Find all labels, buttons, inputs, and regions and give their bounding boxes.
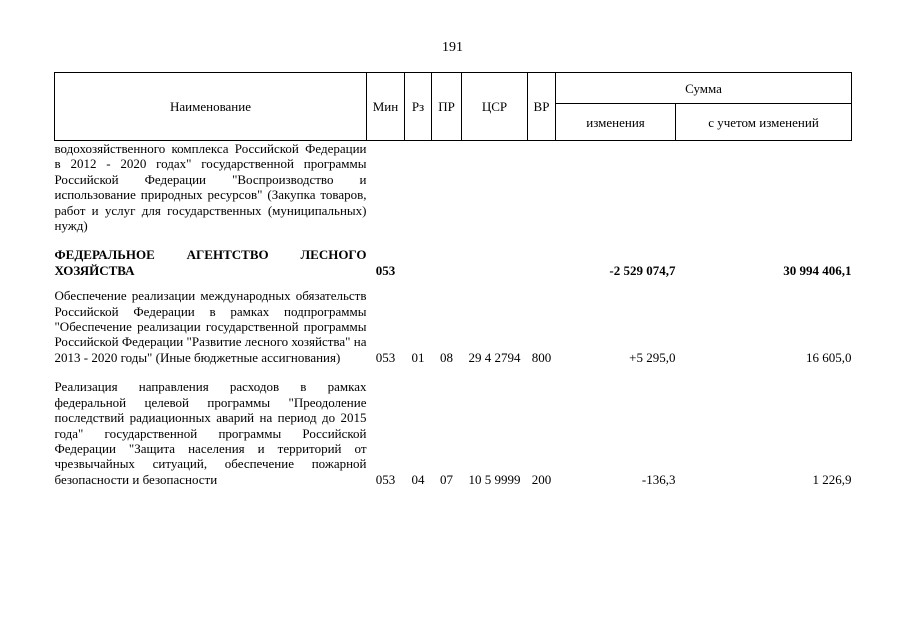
page-number: 191: [442, 40, 463, 55]
row-with-change: 16 605,0: [806, 349, 852, 365]
row-rz: [405, 247, 432, 278]
row-name: ФЕДЕРАЛЬНОЕ АГЕНТСТВО ЛЕСНОГО ХОЗЯЙСТВА: [54, 247, 367, 278]
row-pr: [432, 247, 462, 278]
row-change: -136,3: [641, 471, 676, 487]
row-csr: [462, 141, 528, 234]
header-csr: ЦСР: [462, 73, 528, 141]
row-pr: 08: [440, 349, 453, 365]
row-pr: [432, 141, 462, 234]
row-vr: 800: [531, 349, 552, 365]
header-change: изменения: [556, 104, 676, 141]
row-with-change: 30 994 406,1: [783, 262, 852, 278]
row-change: [556, 141, 676, 234]
row-with-change: 1 226,9: [812, 471, 852, 487]
row-min: 053: [375, 262, 396, 278]
row-min: 053: [375, 471, 396, 487]
row-csr: 29 4 2794: [468, 349, 521, 365]
row-name: Реализация направления расходов в рамках федеральной целевой программы "Преодоление последствий радиационных аварий на период до 2015 года" государственной программы Российской Федерации "Защита населения и территорий от чрезвычайных ситуаций, обеспечение пожарной безопасности и безопасности: [54, 379, 367, 487]
table-row: [55, 379, 852, 487]
row-vr: 200: [531, 471, 552, 487]
header-vr: ВР: [528, 73, 556, 141]
row-rz: [405, 141, 432, 234]
budget-table: [54, 72, 852, 487]
row-name: Обеспечение реализации международных обязательств Российской Федерации в рамках подпрограммы "Обеспечение реализации государственной программы Российской Федерации "Развитие лесного хозяйства" на 2013 - 2020 годы" (Иные бюджетные ассигнования): [54, 288, 367, 365]
row-csr: 10 5 9999: [468, 471, 521, 487]
row-with-change: [676, 141, 852, 234]
row-vr: [528, 247, 556, 278]
row-change: +5 295,0: [629, 349, 676, 365]
row-pr: 07: [440, 471, 453, 487]
table-row: [55, 141, 852, 234]
row-rz: 01: [411, 349, 425, 365]
header-min: Мин: [367, 73, 405, 141]
row-vr: [528, 141, 556, 234]
row-name: водохозяйственного комплекса Российской Федерации в 2012 - 2020 годах" государственной программы Российской Федерации "Воспроизводство и использование природных ресурсов" (Закупка товаров, работ и услуг для государственных (муниципальных) нужд): [54, 141, 367, 234]
header-with-change: с учетом изменений: [676, 104, 852, 141]
header-sum: Сумма: [556, 73, 852, 104]
row-min: [367, 141, 405, 234]
table-header: [55, 73, 852, 141]
row-rz: 04: [411, 471, 425, 487]
row-min: 053: [375, 349, 396, 365]
row-change: -2 529 074,7: [609, 262, 676, 278]
header-name: Наименование: [55, 73, 367, 141]
row-csr: [462, 247, 528, 278]
table-body: [55, 141, 852, 488]
header-rz: Рз: [405, 73, 432, 141]
table-row: [55, 247, 852, 278]
header-pr: ПР: [432, 73, 462, 141]
table-row: [55, 288, 852, 365]
